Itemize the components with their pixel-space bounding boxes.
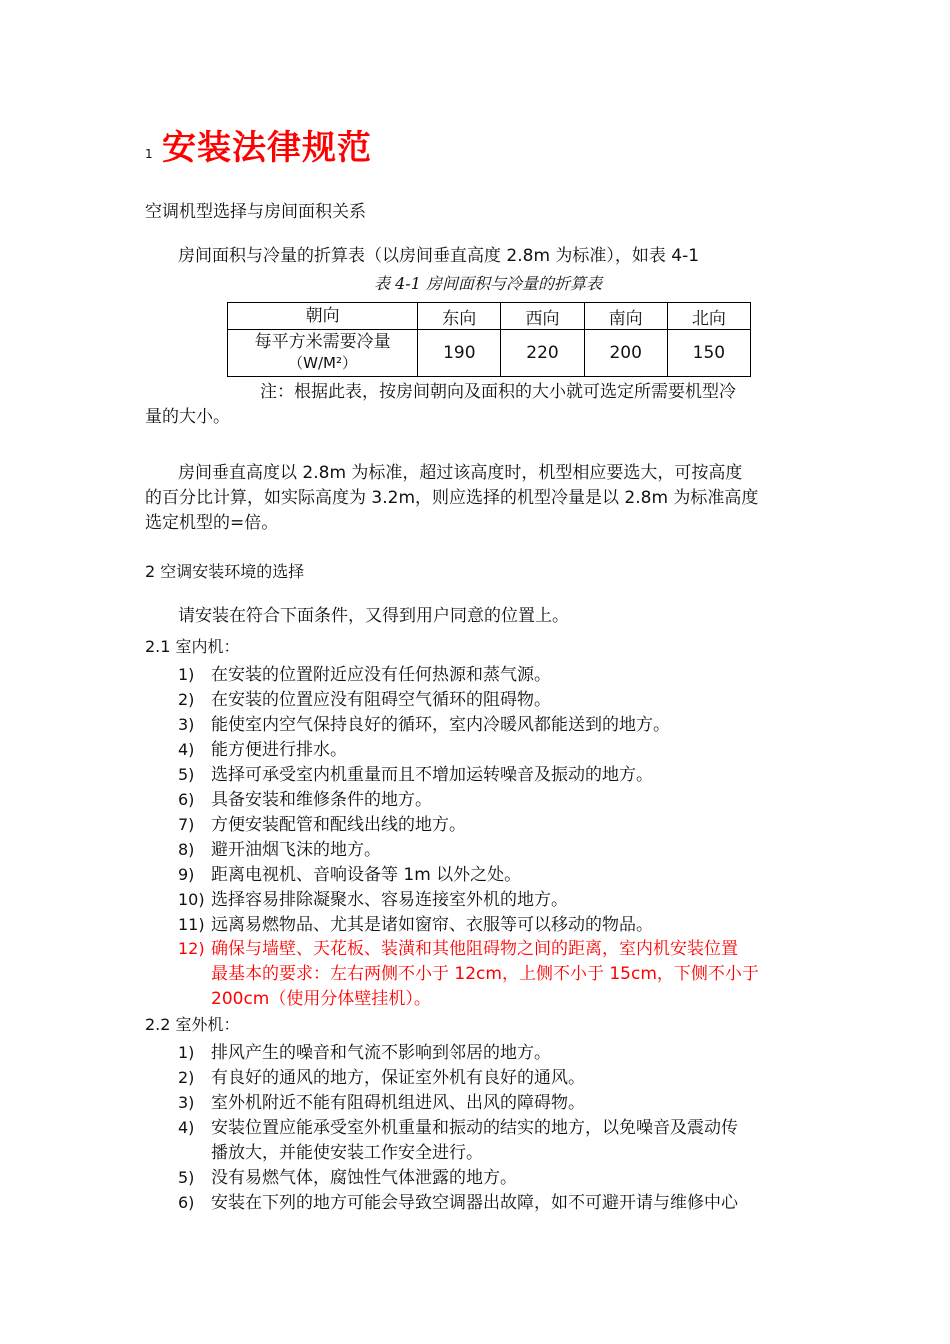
row-label-unit: （W/M²） [288,354,358,372]
row-label-line: 每平方米需要冷量 [254,332,391,352]
list-item-number: 12) [178,939,205,958]
height-paragraph-line-2: 的百分比计算，如实际高度为 3.2m，则应选择的机型冷量是以 2.8m 为标准高度 [145,488,759,508]
outdoor-unit-heading: 2.2 室外机： [145,1015,240,1034]
list-item-number: 7) [178,815,195,834]
conversion-table [227,302,751,377]
heading-number: 1 [145,147,153,161]
table-cell: 190 [418,330,501,377]
list-item: 有良好的通风的地方，保证室外机有良好的通风。 [211,1068,585,1088]
list-item: 远离易燃物品、尤其是诸如窗帘、衣服等可以移动的物品。 [211,915,653,935]
intro-paragraph: 房间面积与冷量的折算表（以房间垂直高度 2.8m 为标准），如表 4-1 [178,246,700,266]
list-item-number: 3) [178,1093,195,1112]
list-item: 安装在下列的地方可能会导致空调器出故障，如不可避开请与维修中心 [211,1193,738,1213]
list-item: 方便安装配管和配线出线的地方。 [211,815,466,835]
list-item-number: 1) [178,1043,195,1062]
list-item-number: 2) [178,690,195,709]
list-item: 在安装的位置应没有阻碍空气循环的阻碍物。 [211,690,551,710]
list-item-number: 5) [178,765,195,784]
list-item: 具备安装和维修条件的地方。 [211,790,432,810]
list-item: 播放大，并能使安装工作安全进行。 [211,1143,483,1163]
list-item-number: 2) [178,1068,195,1087]
list-item: 选择容易排除凝聚水、容易连接室外机的地方。 [211,890,568,910]
list-item: 没有易燃气体，腐蚀性气体泄露的地方。 [211,1168,517,1188]
table-row [228,330,751,377]
height-paragraph-line-3: 选定机型的=倍。 [145,513,279,533]
list-item-number: 5) [178,1168,195,1187]
height-paragraph-line-1: 房间垂直高度以 2.8m 为标准，超过该高度时，机型相应要选大，可按高度 [178,463,743,483]
list-item-number: 6) [178,1193,195,1212]
highlight-line-1: 确保与墙壁、天花板、装潢和其他阻碍物之间的距离，室内机安装位置 [211,939,738,959]
list-item: 选择可承受室内机重量而且不增加运转噪音及振动的地方。 [211,765,653,785]
table-caption: 表 4-1 房间面积与冷量的折算表 [374,274,602,293]
table-cell: 220 [501,330,584,377]
note-line-1: 注：根据此表，按房间朝向及面积的大小就可选定所需要机型冷 [260,382,736,402]
list-item-number: 9) [178,865,195,884]
list-item-number: 4) [178,1118,195,1137]
list-item-number: 3) [178,715,195,734]
list-item: 距离电视机、音响设备等 1m 以外之处。 [211,865,522,885]
list-item-number: 8) [178,840,195,859]
list-item: 避开油烟飞沫的地方。 [211,840,381,860]
note-line-2: 量的大小。 [145,407,230,427]
highlight-line-2: 最基本的要求：左右两侧不小于 12cm，上侧不小于 15cm，下侧不小于 [211,964,759,984]
table-row-label [228,330,418,377]
list-item-number: 11) [178,915,205,934]
list-item-number: 10) [178,890,205,909]
list-item-number: 1) [178,665,195,684]
table-header-cell: 朝向 [228,303,418,330]
list-item: 能方便进行排水。 [211,740,347,760]
table-cell: 150 [667,330,750,377]
table-header-cell: 南向 [584,303,667,330]
list-item-number: 6) [178,790,195,809]
table-header-cell: 东向 [418,303,501,330]
section-2-heading: 2 空调安装环境的选择 [145,562,305,581]
indoor-unit-heading: 2.1 室内机： [145,637,240,656]
table-header-row [228,303,751,330]
subheading: 空调机型选择与房间面积关系 [145,202,366,222]
list-item: 室外机附近不能有阻碍机组进风、出风的障碍物。 [211,1093,585,1113]
list-item-number: 4) [178,740,195,759]
list-item: 排风产生的噪音和气流不影响到邻居的地方。 [211,1043,551,1063]
highlight-line-3: 200cm（使用分体壁挂机）。 [211,989,431,1009]
table-header-cell: 西向 [501,303,584,330]
list-item: 安装位置应能承受室外机重量和振动的结实的地方，以免噪音及震动传 [211,1118,738,1138]
table-cell: 200 [584,330,667,377]
section-2-intro: 请安装在符合下面条件，又得到用户同意的位置上。 [178,606,569,626]
table-header-cell: 北向 [667,303,750,330]
list-item: 在安装的位置附近应没有任何热源和蒸气源。 [211,665,551,685]
list-item: 能使室内空气保持良好的循环，室内冷暖风都能送到的地方。 [211,715,670,735]
page-heading: 安装法律规范 [162,128,372,168]
